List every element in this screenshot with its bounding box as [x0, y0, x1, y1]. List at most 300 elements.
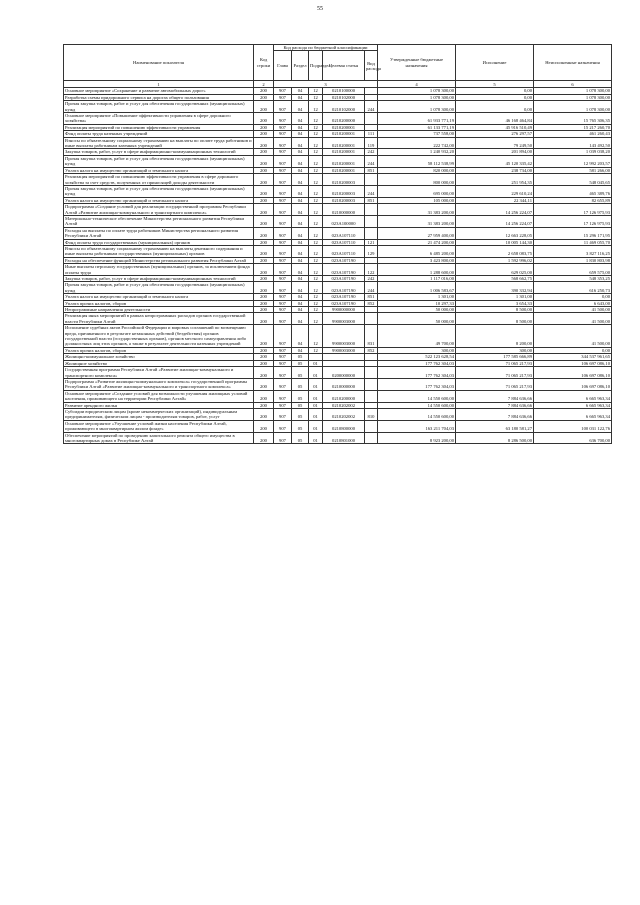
row-vid	[365, 313, 378, 325]
row-target: 0210801000	[323, 432, 365, 444]
row-unexecuted: 659 575,00	[534, 264, 612, 276]
row-approved: 61 133 771,19	[378, 124, 456, 130]
row-code: 200	[254, 94, 274, 100]
row-unexecuted: 11 469 055,70	[534, 239, 612, 245]
table-row	[64, 307, 612, 313]
row-approved: 820 000,00	[378, 167, 456, 173]
row-target: 023А107190	[323, 300, 365, 306]
row-unexecuted: 461 260,43	[534, 131, 612, 137]
row-code: 200	[254, 174, 274, 186]
row-podrazdel: 12	[309, 149, 323, 155]
row-executed: 45 916 510,49	[456, 124, 534, 130]
row-target: 9900000000	[323, 307, 365, 313]
row-glava: 907	[274, 300, 292, 306]
row-target: 0210200003	[323, 197, 365, 203]
row-glava: 907	[274, 137, 292, 149]
table-row	[64, 124, 612, 130]
row-code: 200	[254, 101, 274, 113]
row-name: Жилищно-коммунальное хозяйство	[64, 354, 254, 360]
row-unexecuted: 15 765 306,35	[534, 113, 612, 125]
row-code: 200	[254, 294, 274, 300]
row-glava: 907	[274, 149, 292, 155]
row-target: 0200000000	[323, 367, 365, 379]
row-glava: 907	[274, 378, 292, 390]
row-approved: 1 078 300,00	[378, 101, 456, 113]
row-razdel: 05	[292, 390, 309, 402]
row-unexecuted: 1 078 300,00	[534, 94, 612, 100]
row-code: 200	[254, 167, 274, 173]
row-unexecuted: 15 296 171,95	[534, 227, 612, 239]
row-approved: 49 700,00	[378, 325, 456, 348]
row-target: 023А107190	[323, 257, 365, 263]
row-executed: 1 592 996,02	[456, 257, 534, 263]
row-unexecuted: 41 500,00	[534, 313, 612, 325]
row-approved: 105 000,00	[378, 197, 456, 203]
row-name: Взносы по обязательному социальному страхованию на выплаты по оплате труда работников и иные выплаты работникам казенных учреждений	[65, 137, 252, 149]
row-unexecuted: 100 031 122,76	[534, 420, 612, 432]
row-vid	[365, 420, 378, 432]
row-podrazdel: 12	[309, 313, 323, 325]
row-approved: 27 959 400,00	[378, 227, 456, 239]
row-code: 200	[254, 257, 274, 263]
table-row	[64, 367, 612, 379]
row-approved: 14 550 600,00	[378, 402, 456, 408]
row-target: 023А107110	[323, 239, 365, 245]
row-glava: 907	[274, 197, 292, 203]
table-body	[64, 88, 612, 444]
row-target: 0210200000	[323, 113, 365, 125]
row-razdel: 04	[292, 347, 309, 353]
row-podrazdel: 12	[309, 137, 323, 149]
row-approved: 8 923 200,00	[378, 432, 456, 444]
row-razdel: 04	[292, 88, 309, 94]
row-podrazdel: 12	[309, 300, 323, 306]
row-glava: 907	[274, 402, 292, 408]
row-unexecuted: 12 992 203,57	[534, 155, 612, 167]
col-header-name: Наименование показателя	[64, 45, 254, 81]
col-number: 4	[378, 81, 456, 88]
row-razdel: 04	[292, 204, 309, 216]
row-name: Фонд оплаты труда государственных (муниципальных) органов	[64, 239, 254, 245]
row-razdel: 04	[292, 227, 309, 239]
row-glava: 907	[274, 313, 292, 325]
row-code: 200	[254, 420, 274, 432]
row-approved: 6 485 200,00	[378, 245, 456, 257]
row-approved: 50 000,00	[378, 307, 456, 313]
row-name: Реализация мероприятий по повышению эффективности управления	[64, 124, 254, 130]
row-name: Непрограммные направления деятельности	[64, 307, 254, 313]
row-approved: 3 423 800,00	[378, 257, 456, 263]
row-podrazdel: 12	[309, 197, 323, 203]
row-vid: 851	[365, 167, 378, 173]
row-podrazdel: 01	[309, 432, 323, 444]
table-row	[64, 101, 612, 113]
row-target: 0210800000	[323, 420, 365, 432]
row-podrazdel: 12	[309, 174, 323, 186]
col-header-code: Код строки	[254, 45, 274, 81]
row-glava: 907	[274, 167, 292, 173]
col-number: 2	[254, 81, 274, 88]
row-razdel: 04	[292, 215, 309, 227]
row-podrazdel: 12	[309, 325, 323, 348]
row-vid: 111	[365, 131, 378, 137]
row-name: Основное мероприятие «Сохранение и развитие автомобильных дорог»	[64, 88, 254, 94]
row-target: 023А107190	[323, 294, 365, 300]
row-podrazdel: 12	[309, 276, 323, 282]
row-executed: 238 734,00	[456, 167, 534, 173]
table-row	[64, 227, 612, 239]
row-target: 0210100000	[323, 88, 365, 94]
table-row	[64, 174, 612, 186]
row-vid: 851	[365, 197, 378, 203]
row-razdel: 04	[292, 197, 309, 203]
row-target: 0210200001	[323, 155, 365, 167]
table-row	[64, 239, 612, 245]
row-executed: 229 610,24	[456, 185, 534, 197]
row-vid	[365, 367, 378, 379]
row-razdel: 04	[292, 155, 309, 167]
row-unexecuted: 143 492,50	[534, 137, 612, 149]
row-name: Закупка товаров, работ, услуг в сфере информационно-коммуникационных технологий	[64, 276, 254, 282]
table-row	[64, 313, 612, 325]
row-approved: 522 123 628,54	[378, 354, 456, 360]
row-razdel: 05	[292, 378, 309, 390]
row-podrazdel: 12	[309, 257, 323, 263]
row-unexecuted: 6 643,00	[534, 300, 612, 306]
row-vid: 852	[365, 300, 378, 306]
row-name: Государственная программа Республики Алтай «Развитие жилищно-коммунального и транспортного комплекса»	[64, 367, 254, 379]
row-executed: 45 120 335,42	[456, 155, 534, 167]
table-row	[64, 94, 612, 100]
row-vid: 242	[365, 276, 378, 282]
row-executed: 201 894,00	[456, 149, 534, 155]
row-glava: 907	[274, 354, 292, 360]
row-podrazdel: 12	[309, 307, 323, 313]
row-code: 200	[254, 313, 274, 325]
row-executed: 276 297,57	[456, 131, 534, 137]
row-glava: 907	[274, 101, 292, 113]
row-unexecuted: 581 266,00	[534, 167, 612, 173]
col-header-unexecuted: Неисполненные назначения	[534, 45, 612, 81]
row-executed: 8 286 500,00	[456, 432, 534, 444]
row-unexecuted: 548 353,25	[534, 276, 612, 282]
row-vid: 810	[365, 408, 378, 420]
row-name: Подпрограмма «Создание условий для реализации государственной программы Республики Алтай «Развитие жилищно-коммунального и транспортного комплекса»	[64, 204, 254, 216]
row-target: 023А107190	[323, 282, 365, 294]
row-name: Уплата прочих налогов, сборов	[64, 347, 254, 353]
row-executed: 7 884 636,66	[456, 402, 534, 408]
row-unexecuted: 17 126 975,93	[534, 204, 612, 216]
row-unexecuted: 41 500,00	[534, 307, 612, 313]
row-target: 023А100000	[323, 215, 365, 227]
row-razdel: 05	[292, 360, 309, 366]
row-target: 0210200001	[323, 137, 365, 149]
row-code: 200	[254, 215, 274, 227]
row-razdel: 05	[292, 432, 309, 444]
table-row	[64, 325, 612, 348]
row-name: Иные выплаты персоналу государственных (муниципальных) органов, за исключением фонда оплаты труда	[64, 264, 254, 276]
row-approved: 177 762 304,03	[378, 360, 456, 366]
row-executed: 46 168 464,84	[456, 113, 534, 125]
row-target: 0210200003	[323, 174, 365, 186]
table-row	[64, 420, 612, 432]
row-approved: 1 006 583,67	[378, 282, 456, 294]
row-vid	[365, 215, 378, 227]
row-code: 200	[254, 402, 274, 408]
row-glava: 907	[274, 245, 292, 257]
row-executed: 22 344,11	[456, 197, 534, 203]
row-target: 0210102000	[323, 94, 365, 100]
row-executed: 71 065 217,93	[456, 360, 534, 366]
table-row	[64, 264, 612, 276]
budget-execution-table	[63, 44, 612, 444]
row-vid: 851	[365, 294, 378, 300]
row-razdel: 04	[292, 245, 309, 257]
row-glava: 907	[274, 227, 292, 239]
row-glava: 907	[274, 174, 292, 186]
row-podrazdel: 01	[309, 420, 323, 432]
row-target: 023А107110	[323, 245, 365, 257]
row-podrazdel: 12	[309, 155, 323, 167]
row-name: Расходы на выплаты по оплате труда работников Министерства регионального развития Республики Алтай	[64, 227, 254, 239]
row-approved: 1 301,00	[378, 294, 456, 300]
row-razdel: 05	[292, 354, 309, 360]
row-name: Уплата налога на имущество организаций и земельного налога	[64, 294, 254, 300]
row-razdel: 04	[292, 300, 309, 306]
row-approved: 61 933 771,19	[378, 113, 456, 125]
row-code: 200	[254, 378, 274, 390]
table-row	[64, 408, 612, 420]
row-executed: 71 065 217,93	[456, 367, 534, 379]
table-row	[64, 113, 612, 125]
row-unexecuted: 106 697 086,10	[534, 378, 612, 390]
table-row	[64, 88, 612, 94]
row-executed: 10 005 144,30	[456, 239, 534, 245]
row-target: 9900003000	[323, 325, 365, 348]
table-row	[64, 185, 612, 197]
row-name: Уплата прочих налогов, сборов	[64, 300, 254, 306]
row-name: Материально-техническое обеспечение Министерства регионального развития Республики Алтай	[64, 215, 254, 227]
col-header-razdel: Раздел	[292, 51, 309, 81]
row-razdel: 05	[292, 367, 309, 379]
col-number: 3	[274, 81, 378, 88]
row-podrazdel: 12	[309, 282, 323, 294]
row-approved: 1 240 932,20	[378, 149, 456, 155]
row-razdel: 04	[292, 294, 309, 300]
row-code: 200	[254, 204, 274, 216]
row-razdel: 04	[292, 257, 309, 263]
table-row	[64, 245, 612, 257]
row-vid: 244	[365, 185, 378, 197]
row-glava: 907	[274, 420, 292, 432]
row-glava: 907	[274, 347, 292, 353]
col-number: 1	[64, 81, 254, 88]
row-code: 200	[254, 239, 274, 245]
table-row	[64, 167, 612, 173]
row-razdel: 04	[292, 276, 309, 282]
row-name: Взносы по обязательному социальному страхованию на выплаты денежного содержания и иные выплаты работникам государственных (муниципальных) органов	[64, 245, 254, 257]
row-name: Жилищное хозяйство	[64, 360, 254, 366]
row-name: Уплата налога на имущество организаций и земельного налога	[64, 197, 254, 203]
row-razdel: 05	[292, 408, 309, 420]
row-glava: 907	[274, 257, 292, 263]
row-glava: 907	[274, 204, 292, 216]
row-code: 200	[254, 354, 274, 360]
row-glava: 907	[274, 264, 292, 276]
row-target: 0210200001	[323, 124, 365, 130]
row-unexecuted: 1 039 038,20	[534, 149, 612, 155]
row-code: 200	[254, 137, 274, 149]
row-vid: 852	[365, 347, 378, 353]
row-unexecuted: 465 389,76	[534, 185, 612, 197]
row-razdel: 04	[292, 313, 309, 325]
row-razdel: 04	[292, 113, 309, 125]
row-target: 023А107190	[323, 276, 365, 282]
row-code: 200	[254, 245, 274, 257]
row-unexecuted: 17 126 975,93	[534, 215, 612, 227]
row-name: Разработка схемы придорожного сервиса на дорогах общего пользования	[64, 94, 254, 100]
row-code: 200	[254, 360, 274, 366]
row-name: Основное мероприятие «Создание условий для возможности улучшения жилищных условий населения, проживающего на территории Республики Алтай»	[64, 390, 254, 402]
table-row	[64, 257, 612, 263]
row-glava: 907	[274, 325, 292, 348]
row-podrazdel: 12	[309, 167, 323, 173]
row-code: 200	[254, 227, 274, 239]
row-executed: 14 256 224,07	[456, 204, 534, 216]
row-code: 200	[254, 282, 274, 294]
row-target: 0210202002	[323, 402, 365, 408]
row-executed: 63 180 581,27	[456, 420, 534, 432]
row-executed: 8 500,00	[456, 313, 534, 325]
row-code: 200	[254, 149, 274, 155]
table-row	[64, 149, 612, 155]
row-code: 200	[254, 307, 274, 313]
col-header-budget-class: Код расхода по бюджетной классификации	[274, 45, 378, 51]
row-name: Основное мероприятие «Повышение эффективности управления в сфере дорожного хозяйства»	[64, 113, 254, 125]
row-glava: 907	[274, 239, 292, 245]
row-unexecuted: 41 500,00	[534, 325, 612, 348]
row-unexecuted: 636 700,00	[534, 432, 612, 444]
row-razdel: 04	[292, 167, 309, 173]
table-row	[64, 282, 612, 294]
row-unexecuted: 1 078 300,00	[534, 88, 612, 94]
row-unexecuted: 616 250,73	[534, 282, 612, 294]
row-name: Реализация иных мероприятий в рамках непрограммных расходов органов государственной власти Республики Алтай	[64, 313, 254, 325]
row-glava: 907	[274, 215, 292, 227]
row-executed: 251 954,35	[456, 174, 534, 186]
row-podrazdel: 12	[309, 204, 323, 216]
row-razdel: 04	[292, 137, 309, 149]
row-podrazdel: 12	[309, 215, 323, 227]
row-unexecuted: 344 537 961,65	[534, 354, 612, 360]
row-podrazdel: 12	[309, 94, 323, 100]
table-row	[64, 155, 612, 167]
table-row	[64, 215, 612, 227]
row-name: Расходы на обеспечение функций Министерства регионального развития Республики Алтай	[64, 257, 254, 263]
row-unexecuted: 106 697 086,10	[534, 360, 612, 366]
row-podrazdel: 12	[309, 88, 323, 94]
row-podrazdel: 12	[309, 347, 323, 353]
table-row	[64, 204, 612, 216]
row-executed: 629 025,00	[456, 264, 534, 276]
row-podrazdel: 12	[309, 131, 323, 137]
row-approved: 31 383 200,00	[378, 204, 456, 216]
row-unexecuted: 6 665 963,34	[534, 390, 612, 402]
row-glava: 907	[274, 367, 292, 379]
row-code: 200	[254, 367, 274, 379]
row-executed: 568 662,75	[456, 276, 534, 282]
row-glava: 907	[274, 294, 292, 300]
row-unexecuted: 6 665 963,34	[534, 402, 612, 408]
row-target: 0210200000	[323, 390, 365, 402]
row-name: Подпрограмма «Развитие жилищно-коммунального комплекса» государственной программы Республики Алтай «Развитие жилищно-коммунального и транспортного комплекса»	[64, 378, 254, 390]
row-glava: 907	[274, 185, 292, 197]
row-target: 0210102000	[323, 101, 365, 113]
row-approved: 163 211 704,03	[378, 420, 456, 432]
row-podrazdel: 01	[309, 402, 323, 408]
col-number: 5	[456, 81, 534, 88]
row-target: 0210200001	[323, 167, 365, 173]
row-code: 200	[254, 131, 274, 137]
row-unexecuted: 0,00	[534, 294, 612, 300]
row-razdel: 04	[292, 264, 309, 276]
row-executed: 390 332,94	[456, 282, 534, 294]
col-header-podrazdel: Подраздел	[309, 51, 323, 81]
row-podrazdel: 12	[309, 294, 323, 300]
col-number: 6	[534, 81, 612, 88]
row-executed: 7 884 636,66	[456, 390, 534, 402]
row-executed: 8 500,00	[456, 307, 534, 313]
row-executed: 14 256 224,07	[456, 215, 534, 227]
col-header-target: Целевая статья	[323, 51, 365, 81]
row-executed: 1 301,00	[456, 294, 534, 300]
row-approved: 1 117 016,00	[378, 276, 456, 282]
row-code: 200	[254, 347, 274, 353]
row-podrazdel: 12	[309, 101, 323, 113]
row-glava: 907	[274, 432, 292, 444]
row-unexecuted: 548 045,65	[534, 174, 612, 186]
row-name: Уплата налога на имущество организаций и земельного налога	[64, 167, 254, 173]
row-code: 200	[254, 276, 274, 282]
col-header-glava: Глава	[274, 51, 292, 81]
row-razdel: 04	[292, 131, 309, 137]
row-glava: 907	[274, 124, 292, 130]
row-podrazdel: 01	[309, 408, 323, 420]
table-row	[64, 390, 612, 402]
row-target: 0210000000	[323, 204, 365, 216]
col-header-approved: Утвержденные бюджетные назначения	[378, 45, 456, 81]
row-podrazdel: 12	[309, 245, 323, 257]
row-approved: 14 550 600,00	[378, 390, 456, 402]
row-name: Субсидии юридическим лицам (кроме некоммерческих организаций), индивидуальным предпринимателям, физическим лицам - производителям товаров, работ, услуг	[64, 408, 254, 420]
row-code: 200	[254, 390, 274, 402]
row-podrazdel: 12	[309, 239, 323, 245]
row-approved: 1 288 600,00	[378, 264, 456, 276]
row-razdel: 05	[292, 420, 309, 432]
row-razdel: 04	[292, 282, 309, 294]
table-row	[64, 197, 612, 203]
row-podrazdel: 12	[309, 113, 323, 125]
row-vid	[365, 174, 378, 186]
table-row	[64, 378, 612, 390]
row-unexecuted: 3 827 116,25	[534, 245, 612, 257]
row-code: 200	[254, 113, 274, 125]
row-glava: 907	[274, 307, 292, 313]
table-row	[64, 137, 612, 149]
row-name: Реализация мероприятий по повышению эффективности управления в сфере дорожного хозяйства за счет средств, полученных от приносящей доходы деятельности	[64, 174, 254, 186]
row-glava: 907	[274, 360, 292, 366]
row-podrazdel: 01	[309, 367, 323, 379]
